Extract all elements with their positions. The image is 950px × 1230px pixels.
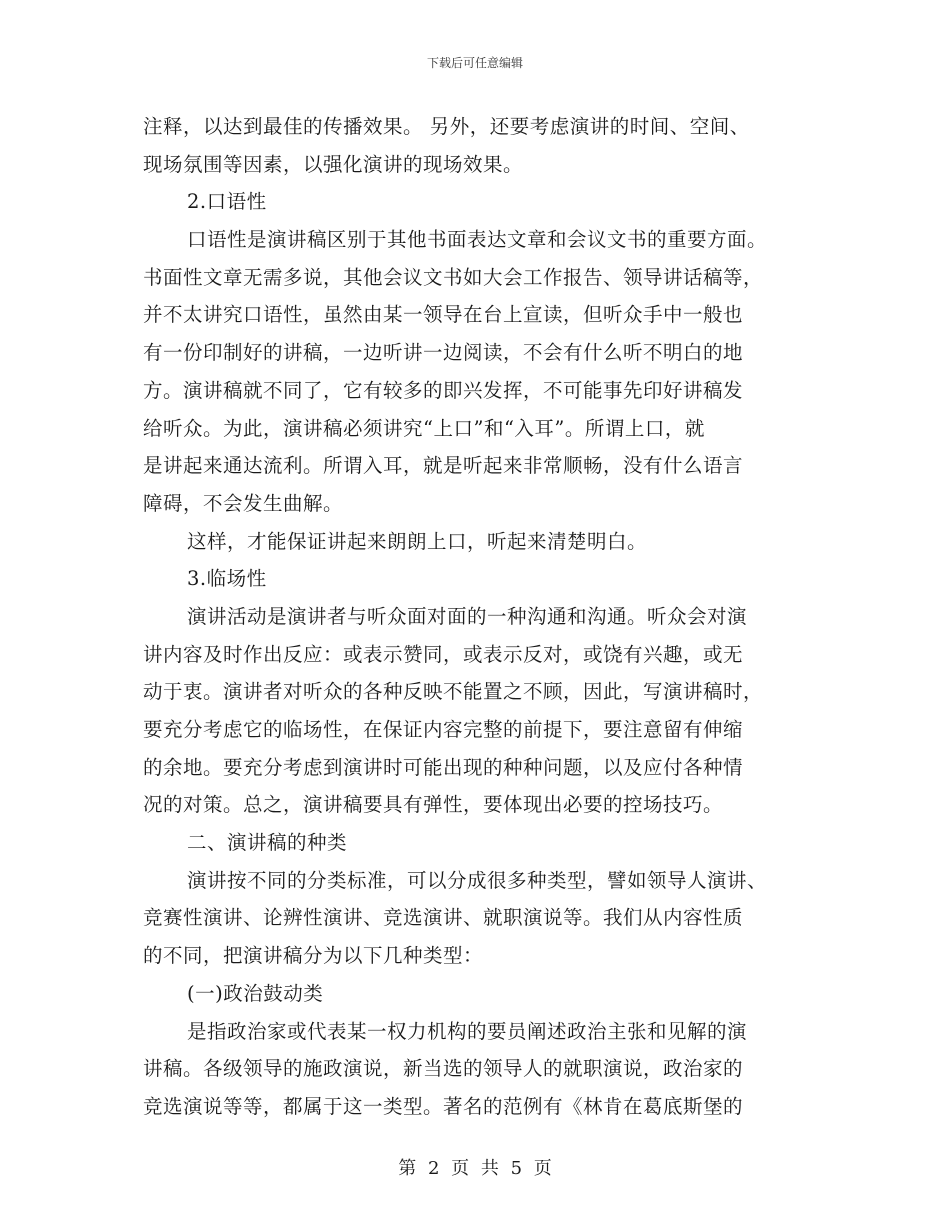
text-line: 要充分考虑它的临场性，在保证内容完整的前提下，要注意留有伸缩 bbox=[143, 718, 744, 741]
text-line: 给听众。为此，演讲稿必须讲究“上口”和“入耳”。所谓上口，就 bbox=[143, 416, 705, 440]
text-line: 现场氛围等因素，以强化演讲的现场效果。 bbox=[143, 152, 524, 176]
page-header: 下载后可任意编辑 bbox=[426, 56, 523, 70]
text-line: 况的对策。总之，演讲稿要具有弹性，要体现出必要的控场技巧。 bbox=[143, 793, 724, 817]
text-line: 是讲起来通达流利。所谓入耳，就是听起来非常顺畅，没有什么语言 bbox=[143, 454, 744, 478]
footer-total-pages: 5 bbox=[510, 1158, 523, 1179]
text-line: 2.口语性 bbox=[187, 190, 267, 214]
text-line: 讲稿。各级领导的施政演说，新当选的领导人的就职演说，政治家的 bbox=[143, 1057, 744, 1081]
text-line: 的不同，把演讲稿分为以下几种类型： bbox=[143, 944, 484, 968]
text-line: 竞赛性演讲、论辨性演讲、竞选演讲、就职演说等。我们从内容性质 bbox=[143, 906, 744, 930]
footer-current-page: 2 bbox=[427, 1158, 440, 1179]
text-line: 动于衷。演讲者对听众的各种反映不能置之不顾，因此，写演讲稿时， bbox=[143, 680, 764, 704]
text-line: 的余地。要充分考虑到演讲时可能出现的种种问题，以及应付各种情 bbox=[143, 755, 744, 779]
text-line: 口语性是演讲稿区别于其他书面表达文章和会议文书的重要方面。 bbox=[187, 228, 768, 252]
footer-page-word: 页 bbox=[451, 1158, 470, 1179]
text-line: 是指政治家或代表某一权力机构的要员阐述政治主张和见解的演 bbox=[187, 1019, 748, 1043]
text-line: 这样，才能保证讲起来朗朗上口，听起来清楚明白。 bbox=[187, 529, 648, 553]
text-line: 演讲活动是演讲者与听众面对面的一种沟通和沟通。听众会对演 bbox=[187, 604, 748, 628]
footer-total-word: 共 bbox=[480, 1158, 499, 1179]
text-line: 方。演讲稿就不同了，它有较多的即兴发挥，不可能事先印好讲稿发 bbox=[143, 378, 744, 402]
document-body bbox=[143, 108, 808, 1126]
text-line: (一)政治鼓动类 bbox=[187, 981, 324, 1005]
footer-prefix: 第 bbox=[398, 1158, 417, 1179]
text-line: 障碍，不会发生曲解。 bbox=[143, 491, 344, 515]
text-line: 注释，以达到最佳的传播效果。 另外，还要考虑演讲的时间、空间、 bbox=[143, 115, 750, 138]
text-line: 二、演讲稿的种类 bbox=[187, 831, 348, 855]
text-line: 3.临场性 bbox=[187, 567, 267, 591]
text-line: 书面性文章无需多说，其他会议文书如大会工作报告、领导讲话稿等， bbox=[143, 265, 764, 289]
text-line: 讲内容及时作出反应：或表示赞同，或表示反对，或饶有兴趣，或无 bbox=[143, 642, 744, 666]
page-footer bbox=[0, 1154, 950, 1180]
text-line: 演讲按不同的分类标准，可以分成很多种类型，譬如领导人演讲、 bbox=[187, 868, 768, 892]
footer-suffix: 页 bbox=[533, 1158, 552, 1179]
text-line: 竞选演说等等，都属于这一类型。著名的范例有《林肯在葛底斯堡的 bbox=[143, 1094, 744, 1118]
text-line: 并不太讲究口语性，虽然由某一领导在台上宣读，但听众手中一般也 bbox=[143, 303, 744, 327]
text-line: 有一份印制好的讲稿，一边听讲一边阅读，不会有什么听不明白的地 bbox=[143, 341, 744, 365]
